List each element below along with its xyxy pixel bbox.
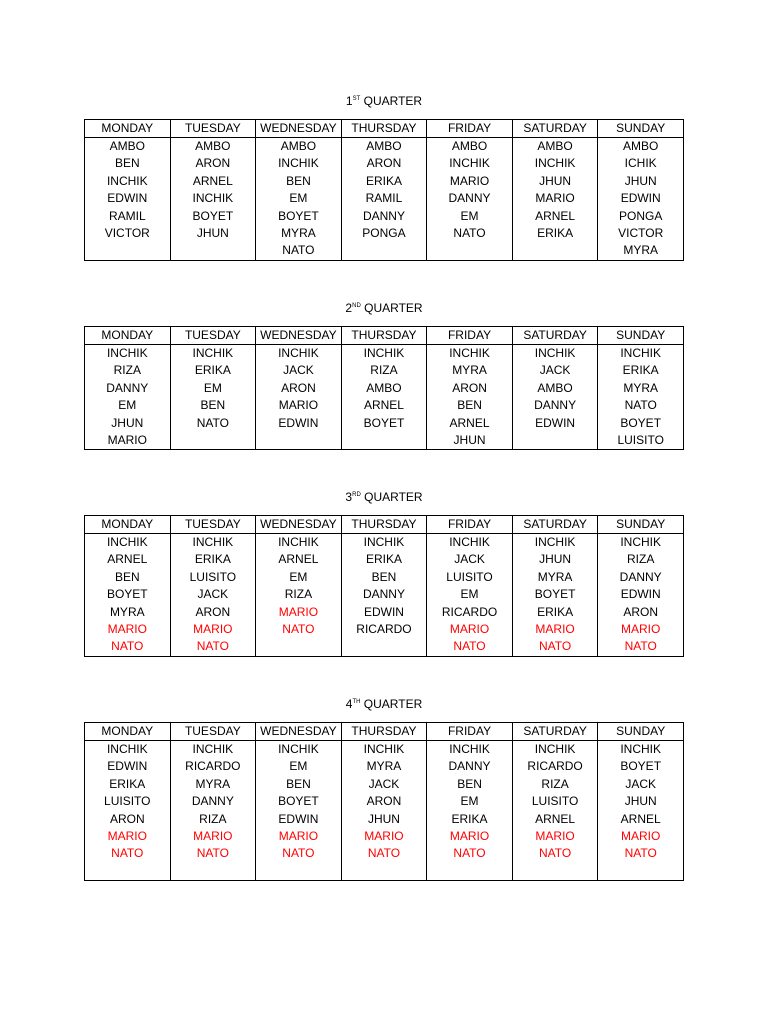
names-row bbox=[85, 345, 684, 450]
name-entry: RICARDO bbox=[356, 621, 412, 636]
name-entry: DANNY bbox=[362, 208, 405, 223]
name-entry: AMBO bbox=[537, 139, 573, 153]
names-row bbox=[85, 138, 684, 261]
name-entry: JACK bbox=[368, 776, 400, 791]
name-entry: MYRA bbox=[281, 225, 316, 240]
name-entry: AMBO bbox=[366, 380, 402, 395]
name-entry: MARIO bbox=[107, 432, 147, 447]
names-row bbox=[85, 741, 684, 881]
name-entry: RIZA bbox=[199, 811, 227, 826]
name-entry: JACK bbox=[625, 776, 657, 791]
name-entry: INCHIK bbox=[106, 173, 148, 188]
name-entry: EDWIN bbox=[363, 604, 404, 619]
day-header-saturday: SATURDAY bbox=[512, 723, 598, 741]
name-entry: ARON bbox=[366, 156, 402, 171]
name-entry: MARIO bbox=[449, 621, 490, 636]
name-entry: LUISITO bbox=[531, 794, 579, 809]
name-entry: AMBO bbox=[109, 139, 145, 153]
header-row bbox=[85, 120, 684, 138]
name-entry: JACK bbox=[197, 587, 229, 602]
empty-slot bbox=[427, 863, 512, 880]
quarter-section-2 bbox=[84, 301, 684, 450]
day-cell-sunday bbox=[598, 534, 684, 657]
name-entry: RIZA bbox=[370, 363, 398, 378]
name-entry: INCHIK bbox=[192, 191, 234, 206]
day-header-wednesday: WEDNESDAY bbox=[256, 723, 342, 741]
quarter-number: 3 bbox=[345, 490, 353, 504]
day-cell-saturday bbox=[512, 345, 598, 450]
day-cell-thursday bbox=[341, 534, 427, 657]
day-cell-thursday bbox=[341, 138, 427, 261]
header-row bbox=[85, 327, 684, 345]
day-header-saturday: SATURDAY bbox=[512, 327, 598, 345]
empty-slot bbox=[427, 242, 512, 259]
name-entry: ARNEL bbox=[192, 173, 233, 188]
name-entry: EM bbox=[118, 398, 137, 413]
empty-slot bbox=[513, 242, 598, 259]
name-entry: JHUN bbox=[196, 225, 229, 240]
name-entry: ARNEL bbox=[620, 811, 661, 826]
name-entry: INCHIK bbox=[534, 535, 576, 549]
name-entry: INCHIK bbox=[363, 535, 405, 549]
name-entry: ARON bbox=[195, 156, 231, 171]
day-cell-wednesday bbox=[256, 345, 342, 450]
day-cell-thursday bbox=[341, 345, 427, 450]
name-entry: INCHIK bbox=[449, 156, 490, 171]
name-entry: PONGA bbox=[362, 225, 406, 240]
name-entry: EDWIN bbox=[107, 191, 148, 206]
name-entry: BOYET bbox=[620, 415, 662, 430]
name-entry: DANNY bbox=[448, 759, 491, 774]
name-entry: ARON bbox=[366, 794, 402, 809]
name-entry: EM bbox=[460, 208, 479, 223]
name-entry: JHUN bbox=[624, 173, 657, 188]
day-header-sunday: SUNDAY bbox=[598, 516, 684, 534]
name-entry: INCHIK bbox=[278, 535, 319, 549]
day-cell-monday bbox=[85, 138, 171, 261]
day-header-friday: FRIDAY bbox=[427, 327, 513, 345]
name-entry: ARNEL bbox=[449, 415, 490, 430]
empty-slot bbox=[342, 863, 427, 880]
day-header-wednesday: WEDNESDAY bbox=[256, 120, 342, 138]
name-entry: NATO bbox=[538, 639, 572, 654]
name-entry: MARIO bbox=[449, 828, 490, 843]
name-entry: RICARDO bbox=[441, 604, 498, 619]
name-entry: BEN bbox=[286, 173, 311, 188]
day-cell-sunday bbox=[598, 138, 684, 261]
name-entry: ERIKA bbox=[365, 552, 402, 567]
schedule-table bbox=[84, 722, 684, 881]
name-entry: JHUN bbox=[453, 432, 486, 447]
name-entry: RIZA bbox=[541, 776, 569, 791]
day-cell-tuesday bbox=[170, 534, 256, 657]
quarter-ordinal-suffix: ND bbox=[352, 303, 361, 309]
name-entry: INCHIK bbox=[278, 346, 319, 360]
empty-slot bbox=[171, 432, 256, 449]
name-entry: MYRA bbox=[195, 776, 231, 791]
name-entry: MARIO bbox=[535, 621, 575, 636]
day-header-tuesday: TUESDAY bbox=[170, 516, 256, 534]
name-entry: BEN bbox=[286, 776, 311, 791]
name-entry: INCHIK bbox=[534, 156, 576, 171]
name-entry: MARIO bbox=[449, 173, 490, 188]
day-header-saturday: SATURDAY bbox=[512, 516, 598, 534]
name-entry: EM bbox=[460, 587, 479, 602]
name-entry: ARON bbox=[281, 380, 316, 395]
day-cell-monday bbox=[85, 345, 171, 450]
name-entry: JHUN bbox=[624, 794, 657, 809]
name-entry: AMBO bbox=[366, 139, 402, 153]
name-entry: NATO bbox=[111, 639, 144, 654]
name-entry: ERIKA bbox=[194, 363, 231, 378]
name-entry: ARNEL bbox=[535, 208, 576, 223]
day-cell-saturday bbox=[512, 741, 598, 881]
name-entry: DANNY bbox=[191, 794, 234, 809]
empty-slot bbox=[342, 638, 427, 655]
name-entry: MARIO bbox=[535, 828, 575, 843]
name-entry: MYRA bbox=[537, 569, 573, 584]
day-header-monday: MONDAY bbox=[85, 327, 171, 345]
quarter-label: QUARTER bbox=[363, 94, 423, 108]
name-entry: EDWIN bbox=[620, 191, 661, 206]
name-entry: NATO bbox=[453, 639, 486, 654]
name-entry: NATO bbox=[196, 415, 229, 430]
name-entry: BEN bbox=[457, 776, 482, 791]
schedule-table bbox=[84, 515, 684, 657]
name-entry: INCHIK bbox=[192, 742, 234, 756]
name-entry: NATO bbox=[624, 846, 657, 861]
quarter-title bbox=[84, 94, 684, 108]
day-header-friday: FRIDAY bbox=[427, 516, 513, 534]
day-header-wednesday: WEDNESDAY bbox=[256, 516, 342, 534]
name-entry: INCHIK bbox=[106, 535, 148, 549]
name-entry: NATO bbox=[367, 846, 401, 861]
quarter-number: 4 bbox=[345, 697, 353, 711]
quarter-section-1 bbox=[84, 94, 684, 261]
day-cell-tuesday bbox=[170, 741, 256, 881]
day-header-monday: MONDAY bbox=[85, 516, 171, 534]
name-entry: NATO bbox=[282, 846, 315, 861]
schedule-table bbox=[84, 326, 684, 450]
empty-slot bbox=[171, 242, 256, 259]
name-entry: JACK bbox=[454, 552, 485, 567]
name-entry: INCHIK bbox=[449, 742, 490, 756]
day-header-thursday: THURSDAY bbox=[341, 516, 427, 534]
name-entry: ARON bbox=[195, 604, 231, 619]
name-entry: ERIKA bbox=[109, 776, 146, 791]
name-entry: BOYET bbox=[363, 415, 405, 430]
day-header-tuesday: TUESDAY bbox=[170, 723, 256, 741]
name-entry: RAMIL bbox=[108, 208, 146, 223]
name-entry: MYRA bbox=[109, 604, 145, 619]
name-entry: MYRA bbox=[623, 380, 659, 395]
name-entry: INCHIK bbox=[363, 742, 405, 756]
name-entry: BEN bbox=[200, 398, 226, 413]
name-entry: INCHIK bbox=[534, 742, 576, 756]
name-entry: EM bbox=[460, 794, 479, 809]
name-entry: BEN bbox=[457, 398, 482, 413]
name-entry: ARON bbox=[452, 380, 487, 395]
name-entry: NATO bbox=[111, 846, 144, 861]
name-entry: INCHIK bbox=[192, 346, 234, 360]
day-header-monday: MONDAY bbox=[85, 723, 171, 741]
name-entry: ERIKA bbox=[537, 604, 574, 619]
name-entry: INCHIK bbox=[620, 535, 662, 549]
name-entry: BOYET bbox=[278, 208, 319, 223]
quarter-label: QUARTER bbox=[364, 301, 423, 315]
name-entry: ARNEL bbox=[278, 552, 319, 567]
name-entry: DANNY bbox=[619, 569, 662, 584]
day-header-thursday: THURSDAY bbox=[341, 723, 427, 741]
name-entry: ARNEL bbox=[535, 811, 576, 826]
day-cell-saturday bbox=[512, 138, 598, 261]
name-entry: DANNY bbox=[448, 191, 491, 206]
name-entry: INCHIK bbox=[106, 346, 148, 360]
name-entry: INCHIK bbox=[278, 156, 319, 171]
name-entry: NATO bbox=[282, 621, 315, 636]
name-entry: EM bbox=[289, 759, 308, 774]
name-entry: INCHIK bbox=[620, 346, 662, 360]
name-entry: NATO bbox=[196, 639, 229, 654]
name-entry: AMBO bbox=[280, 139, 317, 153]
name-entry: NATO bbox=[196, 846, 229, 861]
name-entry: RAMIL bbox=[365, 191, 403, 206]
name-entry: MARIO bbox=[193, 828, 233, 843]
name-entry: AMBO bbox=[195, 139, 231, 153]
day-header-wednesday: WEDNESDAY bbox=[256, 327, 342, 345]
empty-slot bbox=[342, 432, 427, 449]
name-entry: EM bbox=[203, 380, 222, 395]
name-entry: MYRA bbox=[366, 759, 402, 774]
name-entry: INCHIK bbox=[278, 742, 319, 756]
empty-slot bbox=[256, 432, 341, 449]
name-entry: MARIO bbox=[278, 398, 319, 413]
empty-slot bbox=[513, 863, 598, 880]
name-entry: NATO bbox=[282, 243, 315, 258]
header-row bbox=[85, 723, 684, 741]
name-entry: EDWIN bbox=[278, 811, 319, 826]
quarter-title bbox=[84, 697, 684, 711]
name-entry: INCHIK bbox=[449, 346, 490, 360]
day-header-sunday: SUNDAY bbox=[598, 120, 684, 138]
day-header-friday: FRIDAY bbox=[427, 723, 513, 741]
name-entry: VICTOR bbox=[104, 225, 150, 240]
name-entry: ERIKA bbox=[537, 225, 574, 240]
name-entry: ARNEL bbox=[363, 398, 404, 413]
name-entry: BOYET bbox=[192, 208, 234, 223]
name-entry: RIZA bbox=[627, 552, 655, 567]
day-cell-thursday bbox=[341, 741, 427, 881]
name-entry: MARIO bbox=[107, 621, 147, 636]
name-entry: JHUN bbox=[367, 811, 400, 826]
day-header-thursday: THURSDAY bbox=[341, 327, 427, 345]
name-entry: ICHIK bbox=[624, 156, 657, 171]
name-entry: MARIO bbox=[278, 604, 319, 619]
quarter-number: 1 bbox=[345, 94, 353, 108]
name-entry: NATO bbox=[624, 398, 657, 413]
name-entry: MARIO bbox=[621, 621, 661, 636]
name-entry: RIZA bbox=[113, 363, 141, 378]
day-header-sunday: SUNDAY bbox=[598, 723, 684, 741]
name-entry: ERIKA bbox=[194, 552, 231, 567]
day-cell-friday bbox=[427, 138, 513, 261]
name-entry: BOYET bbox=[278, 794, 319, 809]
name-entry: JHUN bbox=[111, 415, 144, 430]
name-entry: NATO bbox=[538, 846, 572, 861]
name-entry: EDWIN bbox=[107, 759, 148, 774]
name-entry: JACK bbox=[539, 363, 571, 378]
name-entry: MARIO bbox=[193, 621, 233, 636]
name-entry: INCHIK bbox=[106, 742, 148, 756]
quarter-ordinal-suffix: ST bbox=[352, 96, 361, 102]
name-entry: ERIKA bbox=[451, 811, 488, 826]
schedule-table bbox=[84, 119, 684, 261]
day-header-tuesday: TUESDAY bbox=[170, 327, 256, 345]
day-header-tuesday: TUESDAY bbox=[170, 120, 256, 138]
name-entry: MARIO bbox=[535, 191, 575, 206]
name-entry: LUISITO bbox=[104, 794, 151, 809]
quarter-title bbox=[84, 301, 684, 315]
day-cell-tuesday bbox=[170, 138, 256, 261]
name-entry: BOYET bbox=[106, 587, 148, 602]
name-entry: JHUN bbox=[539, 552, 572, 567]
name-entry: MARIO bbox=[278, 828, 319, 843]
name-entry: ARNEL bbox=[107, 552, 148, 567]
day-cell-friday bbox=[427, 534, 513, 657]
empty-slot bbox=[85, 242, 170, 259]
name-entry: INCHIK bbox=[363, 346, 405, 360]
day-header-monday: MONDAY bbox=[85, 120, 171, 138]
name-entry: EDWIN bbox=[535, 415, 576, 430]
name-entry: ERIKA bbox=[365, 173, 402, 188]
name-entry: AMBO bbox=[451, 139, 488, 153]
day-header-sunday: SUNDAY bbox=[598, 327, 684, 345]
name-entry: ARON bbox=[109, 811, 145, 826]
quarter-ordinal-suffix: TH bbox=[352, 699, 361, 705]
name-entry: BOYET bbox=[620, 759, 662, 774]
name-entry: LUISITO bbox=[446, 569, 493, 584]
day-cell-wednesday bbox=[256, 138, 342, 261]
name-entry: BEN bbox=[371, 569, 397, 584]
day-cell-sunday bbox=[598, 741, 684, 881]
day-cell-sunday bbox=[598, 345, 684, 450]
quarter-title bbox=[84, 490, 684, 504]
name-entry: LUISITO bbox=[617, 432, 664, 447]
name-entry: EDWIN bbox=[620, 587, 661, 602]
quarter-number: 2 bbox=[345, 301, 353, 315]
name-entry: BEN bbox=[114, 569, 140, 584]
name-entry: JACK bbox=[283, 363, 314, 378]
name-entry: DANNY bbox=[362, 587, 405, 602]
day-cell-wednesday bbox=[256, 741, 342, 881]
day-header-saturday: SATURDAY bbox=[512, 120, 598, 138]
day-cell-friday bbox=[427, 345, 513, 450]
name-entry: PONGA bbox=[619, 208, 663, 223]
day-cell-monday bbox=[85, 534, 171, 657]
quarter-label: QUARTER bbox=[363, 697, 423, 711]
name-entry: EM bbox=[289, 191, 308, 206]
name-entry: MARIO bbox=[364, 828, 404, 843]
name-entry: JHUN bbox=[539, 173, 572, 188]
day-header-friday: FRIDAY bbox=[427, 120, 513, 138]
name-entry: NATO bbox=[453, 846, 486, 861]
name-entry: BOYET bbox=[534, 587, 576, 602]
name-entry: DANNY bbox=[534, 398, 577, 413]
name-entry: NATO bbox=[453, 225, 486, 240]
name-entry: RIZA bbox=[284, 587, 313, 602]
quarter-section-4 bbox=[84, 697, 684, 881]
names-row bbox=[85, 534, 684, 657]
name-entry: LUISITO bbox=[189, 569, 237, 584]
name-entry: INCHIK bbox=[192, 535, 234, 549]
day-cell-saturday bbox=[512, 534, 598, 657]
empty-slot bbox=[342, 242, 427, 259]
name-entry: MARIO bbox=[621, 828, 661, 843]
day-cell-monday bbox=[85, 741, 171, 881]
name-entry: INCHIK bbox=[534, 346, 576, 360]
empty-slot bbox=[171, 863, 256, 880]
name-entry: ARON bbox=[623, 604, 659, 619]
day-cell-wednesday bbox=[256, 534, 342, 657]
name-entry: RICARDO bbox=[527, 759, 583, 774]
name-entry: INCHIK bbox=[620, 742, 662, 756]
name-entry: INCHIK bbox=[449, 535, 490, 549]
empty-slot bbox=[513, 432, 598, 449]
empty-slot bbox=[256, 863, 341, 880]
name-entry: ERIKA bbox=[622, 363, 659, 378]
name-entry: EDWIN bbox=[278, 415, 319, 430]
name-entry: AMBO bbox=[537, 380, 573, 395]
name-entry: NATO bbox=[624, 639, 657, 654]
name-entry: VICTOR bbox=[618, 225, 664, 240]
day-header-thursday: THURSDAY bbox=[341, 120, 427, 138]
name-entry: MYRA bbox=[623, 243, 659, 258]
name-entry: DANNY bbox=[106, 380, 149, 395]
day-cell-tuesday bbox=[170, 345, 256, 450]
name-entry: RICARDO bbox=[185, 759, 241, 774]
empty-slot bbox=[598, 863, 683, 880]
quarter-label: QUARTER bbox=[364, 490, 423, 504]
quarter-section-3 bbox=[84, 490, 684, 657]
name-entry: MYRA bbox=[452, 363, 487, 378]
name-entry: EM bbox=[289, 569, 308, 584]
name-entry: MARIO bbox=[107, 828, 147, 843]
name-entry: BEN bbox=[114, 156, 140, 171]
name-entry: AMBO bbox=[623, 139, 659, 153]
empty-slot bbox=[85, 863, 170, 880]
empty-slot bbox=[256, 638, 341, 655]
quarter-ordinal-suffix: RD bbox=[352, 492, 361, 498]
header-row bbox=[85, 516, 684, 534]
day-cell-friday bbox=[427, 741, 513, 881]
